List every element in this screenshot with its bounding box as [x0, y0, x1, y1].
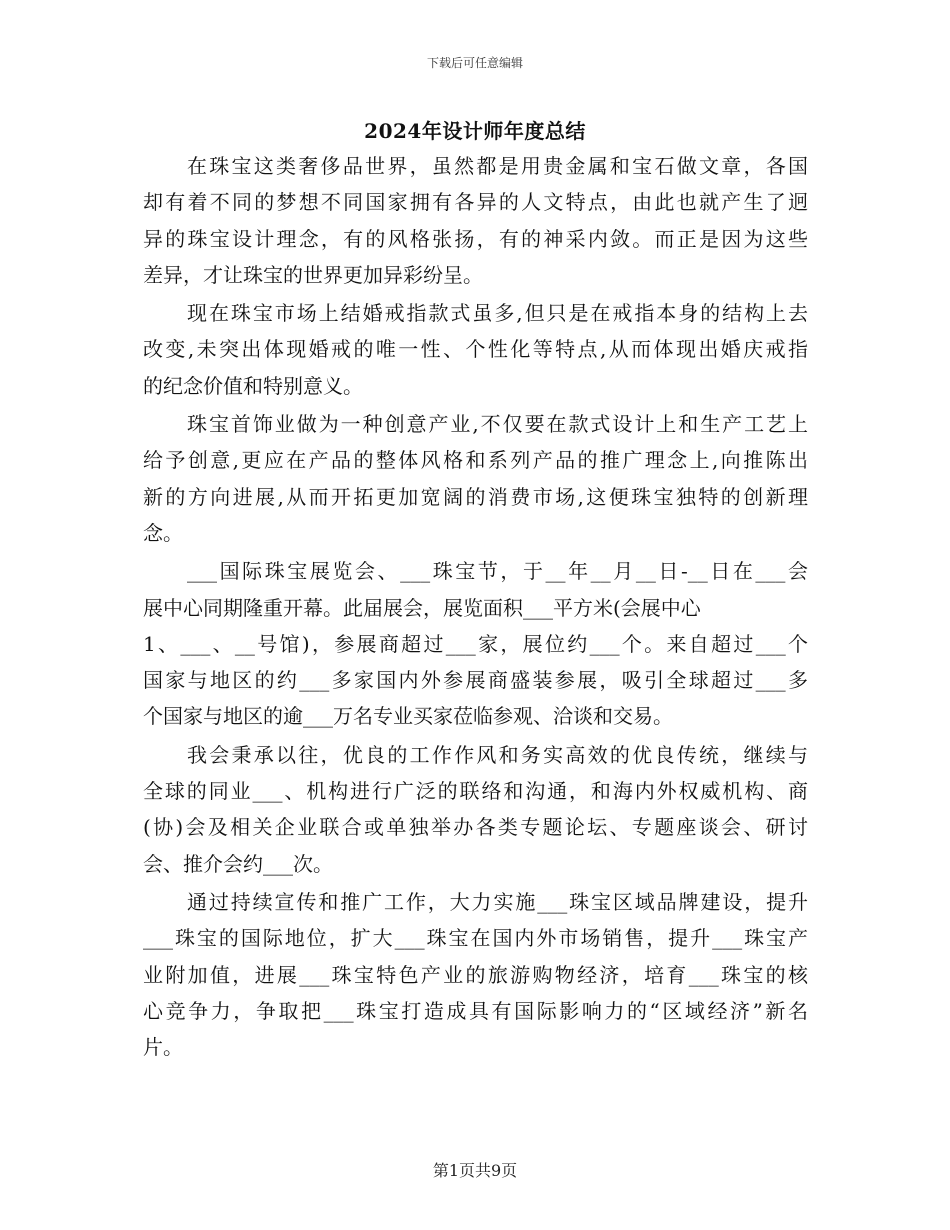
text-line: 念。 — [143, 520, 183, 545]
text-line: 国家与地区的约___多家国内外参展商盛装参展，吸引全球超过___多 — [143, 668, 808, 693]
text-line: (协)会及相关企业联合或单独举办各类专题论坛、专题座谈会、研讨 — [143, 815, 808, 840]
text-line: 在珠宝这类奢侈品世界，虽然都是用贵金属和宝石做文章，各国 — [187, 154, 808, 178]
text-line: 1、___、__号馆)，参展商超过___家，展位约___个。来自超过___个 — [143, 631, 808, 656]
paragraph — [143, 884, 808, 1065]
text-line: 改变,未突出体现婚戒的唯一性、个性化等特点,从而体现出婚庆戒指 — [143, 337, 808, 362]
text-line: 展中心同期隆重开幕。此届展会，展览面积___平方米(会展中心 — [143, 595, 701, 620]
document-title: 2024年设计师年度总结 — [364, 119, 586, 143]
paragraph — [143, 295, 808, 404]
text-line: 新的方向进展,从而开拓更加宽阔的消费市场,这便珠宝独特的创新理 — [143, 484, 808, 509]
text-line: 片。 — [143, 1035, 183, 1060]
paragraph — [143, 553, 808, 734]
paragraph — [143, 737, 808, 882]
text-line: 通过持续宣传和推广工作，大力实施___珠宝区域品牌建设，提升 — [187, 889, 808, 914]
text-line: 却有着不同的梦想不同国家拥有各异的人文特点，由此也就产生了迥 — [143, 190, 808, 215]
text-line: 给予创意,更应在产品的整体风格和系列产品的推广理念上,向推陈出 — [143, 448, 808, 473]
text-line: ___国际珠宝展览会、___珠宝节，于__年__月__日-__日在___会 — [187, 559, 808, 584]
text-line: ___珠宝的国际地位，扩大___珠宝在国内外市场销售，提升___珠宝产 — [143, 926, 808, 951]
text-line: 异的珠宝设计理念，有的风格张扬，有的神采内敛。而正是因为这些 — [143, 226, 808, 251]
text-line: 全球的同业___、机构进行广泛的联络和沟通，和海内外权威机构、商 — [143, 779, 808, 804]
text-line: 业附加值，进展___珠宝特色产业的旅游购物经济，培育___珠宝的核 — [143, 962, 808, 987]
text-line: 会、推介会约___次。 — [143, 851, 333, 876]
text-line: 我会秉承以往，优良的工作作风和务实高效的优良传统，继续与 — [187, 742, 808, 767]
text-line: 差异，才让珠宝的世界更加异彩纷呈。 — [143, 262, 483, 287]
paragraph — [143, 406, 808, 551]
text-line: 现在珠宝市场上结婚戒指款式虽多,但只是在戒指本身的结构上去 — [187, 301, 808, 326]
text-line: 心竞争力，争取把___珠宝打造成具有国际影响力的“区域经济”新名 — [143, 998, 808, 1023]
text-line: 的纪念价值和特别意义。 — [143, 373, 363, 398]
page-number-footer: 第1页共9页 — [432, 1161, 518, 1180]
paragraph — [143, 148, 808, 293]
text-line: 个国家与地区的逾___万名专业买家莅临参观、洽谈和交易。 — [143, 704, 673, 729]
text-line: 珠宝首饰业做为一种创意产业,不仅要在款式设计上和生产工艺上 — [187, 412, 808, 437]
page-header-note: 下载后可任意编辑 — [426, 56, 523, 70]
document-body — [143, 148, 808, 1067]
